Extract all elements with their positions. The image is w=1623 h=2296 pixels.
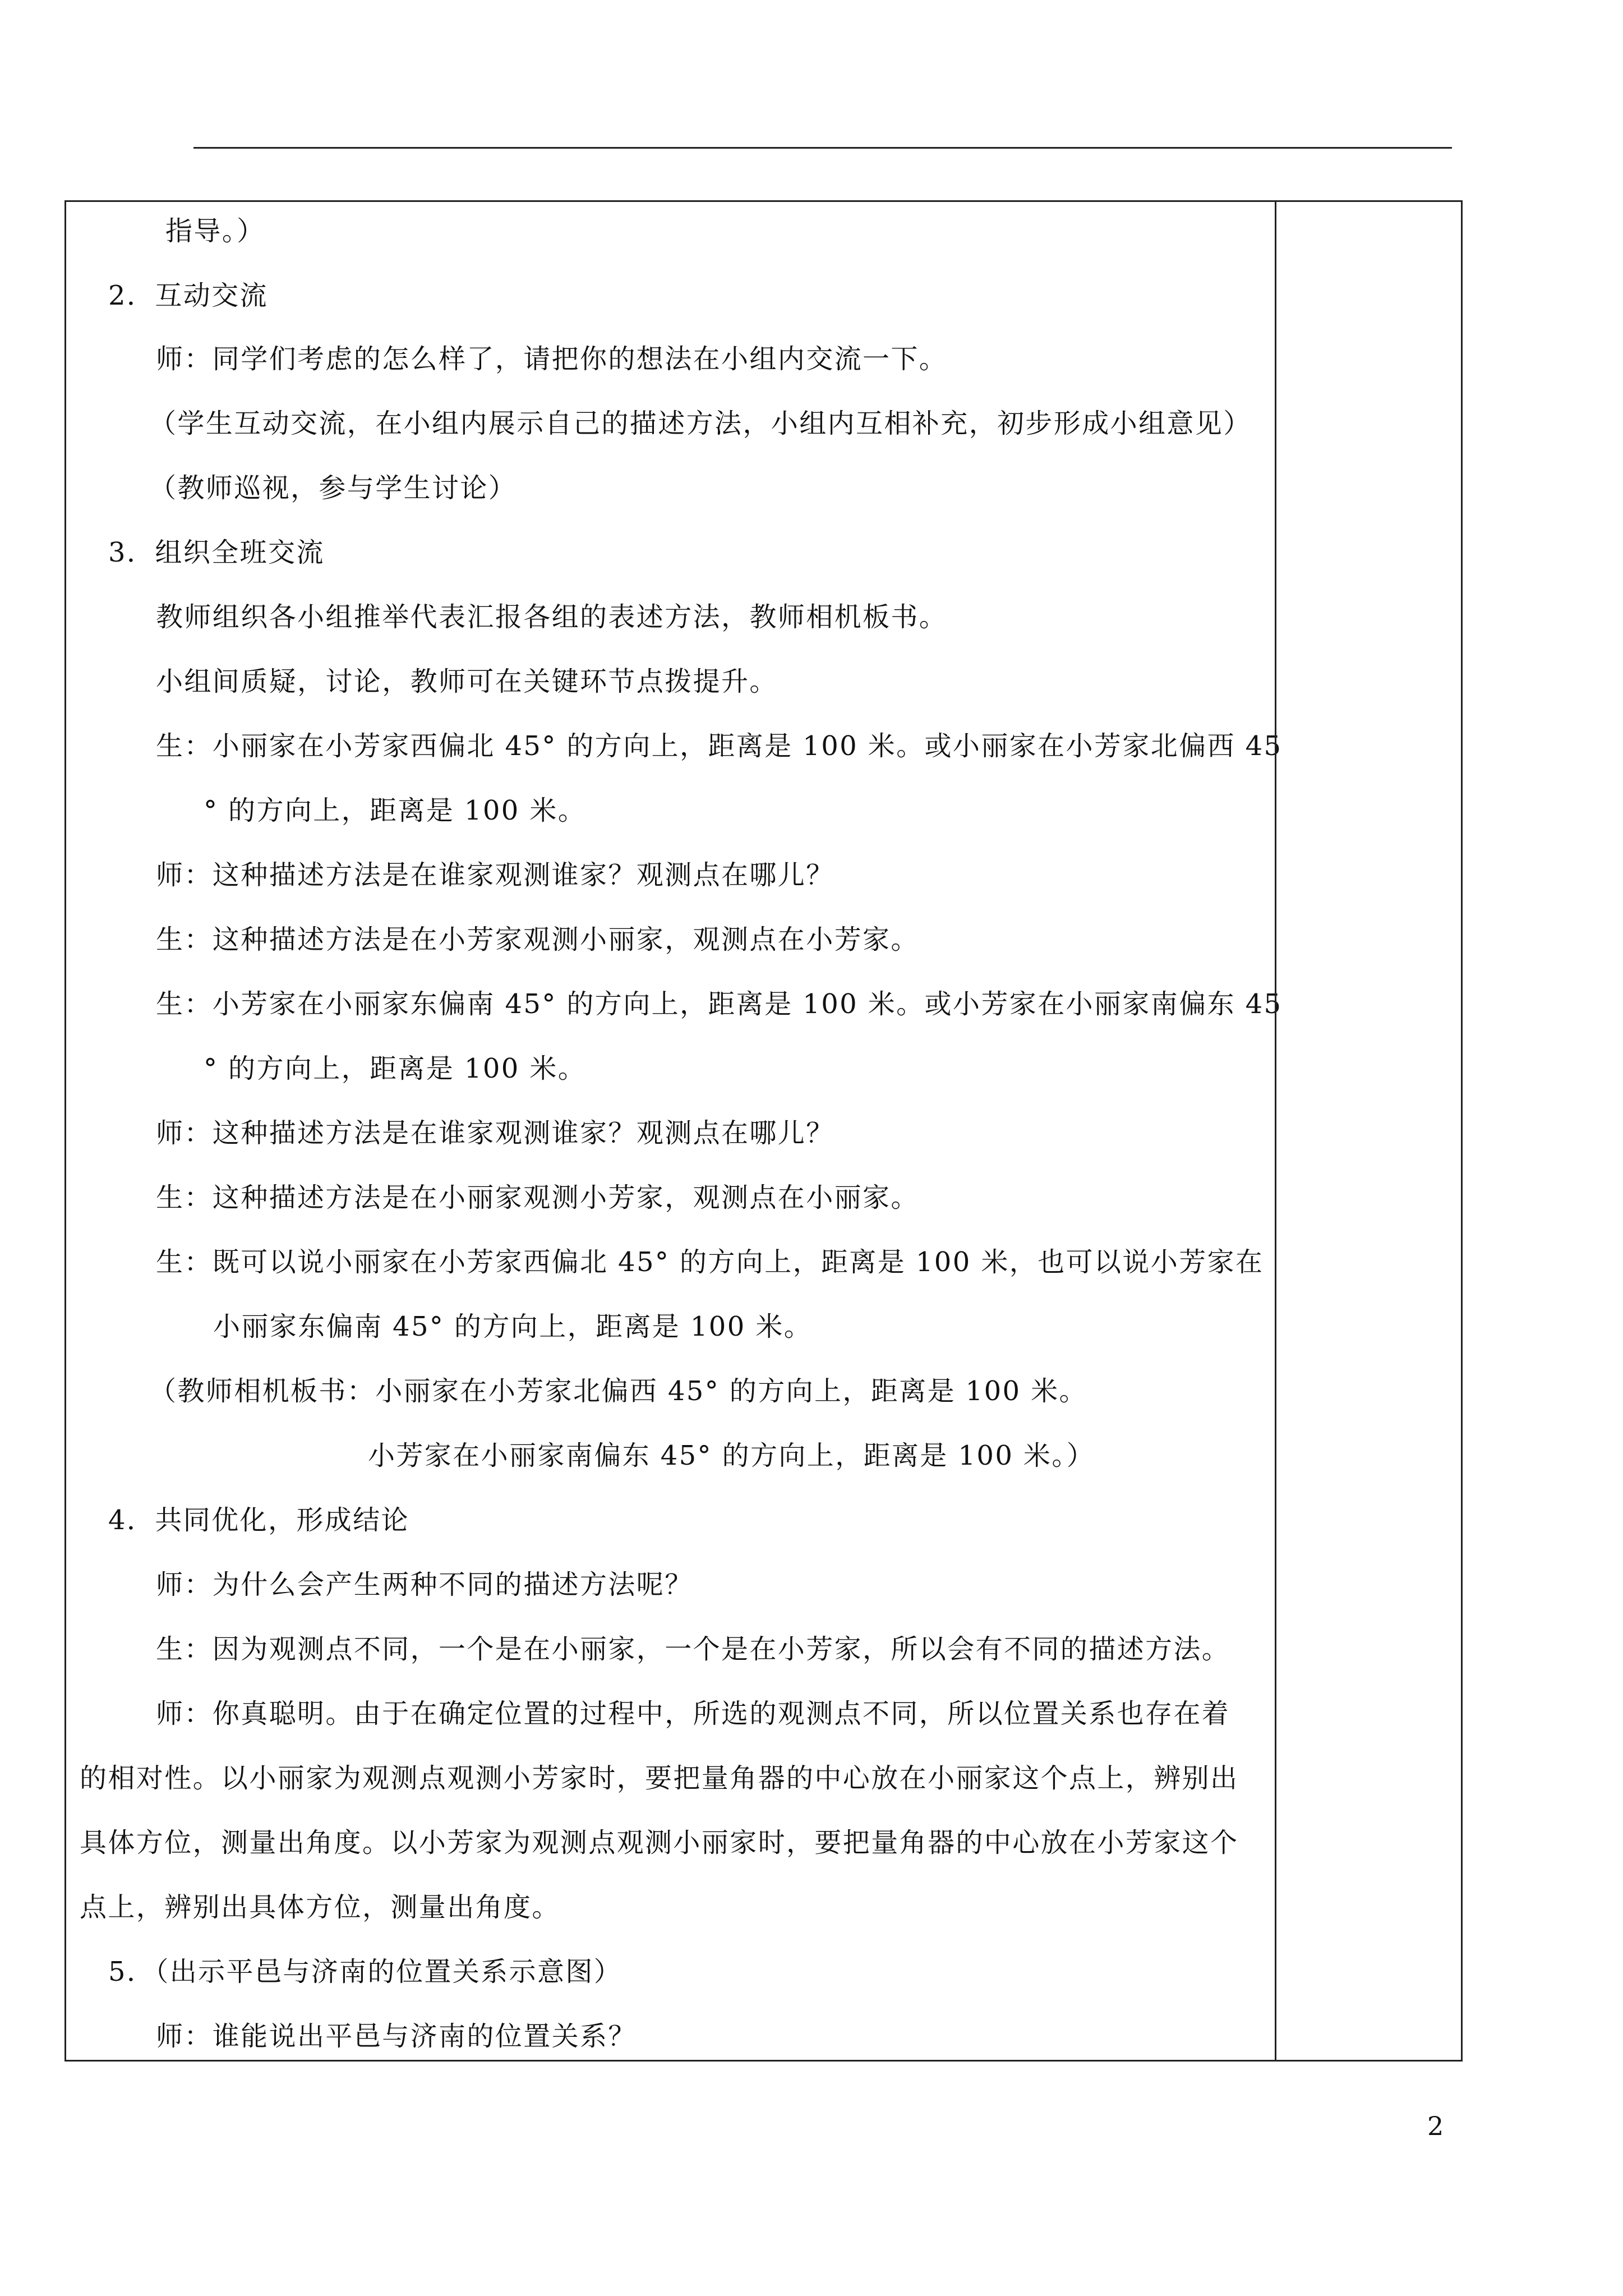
text-line: （教师相机板书：小丽家在小芳家北偏西 45° 的方向上，距离是 100 米。 [149,1375,1087,1407]
text-line: 生：这种描述方法是在小丽家观测小芳家，观测点在小丽家。 [156,1182,919,1213]
text-line: 点上，辨别出具体方位，测量出角度。 [80,1892,560,1923]
text-line: 4．共同优化，形成结论 [108,1504,409,1536]
text-line: 生：既可以说小丽家在小芳家西偏北 45° 的方向上，距离是 100 米，也可以说小芳家在 [156,1246,1264,1278]
text-line: ° 的方向上，距离是 100 米。 [204,1053,587,1084]
lesson-content-cell [66,202,1283,2060]
lesson-table [64,200,1463,2062]
text-line: 生：小丽家在小芳家西偏北 45° 的方向上，距离是 100 米。或小丽家在小芳家北偏西 45 [156,730,1283,762]
text-line: 师：为什么会产生两种不同的描述方法呢？ [156,1569,693,1600]
text-line: 5．（出示平邑与济南的位置关系示意图） [108,1956,623,1987]
text-line: 指导。） [165,215,265,247]
column-divider [1275,202,1276,2060]
text-line: 小芳家在小丽家南偏东 45° 的方向上，距离是 100 米。） [368,1440,1095,1471]
text-line: 师：这种描述方法是在谁家观测谁家？观测点在哪儿？ [156,1117,834,1149]
text-line: 生：小芳家在小丽家东偏南 45° 的方向上，距离是 100 米。或小芳家在小丽家南偏东 45 [156,988,1283,1020]
text-line: 生：因为观测点不同，一个是在小丽家，一个是在小芳家，所以会有不同的描述方法。 [156,1634,1230,1665]
text-line: （学生互动交流，在小组内展示自己的描述方法，小组内互相补充，初步形成小组意见） [149,408,1252,439]
text-line: 3．组织全班交流 [108,537,325,568]
page-number: 2 [1427,2111,1444,2141]
text-line: 师：谁能说出平邑与济南的位置关系？ [156,2021,637,2052]
text-line: 小组间质疑，讨论，教师可在关键环节点拨提升。 [156,666,778,697]
text-line: 教师组织各小组推举代表汇报各组的表述方法，教师相机板书。 [156,601,948,633]
text-line: 小丽家东偏南 45° 的方向上，距离是 100 米。 [213,1311,813,1342]
text-line: （教师巡视，参与学生讨论） [149,472,517,504]
text-line: ° 的方向上，距离是 100 米。 [204,795,587,826]
text-line: 生：这种描述方法是在小芳家观测小丽家，观测点在小芳家。 [156,924,919,955]
text-line: 师：同学们考虑的怎么样了，请把你的想法在小组内交流一下。 [156,343,948,375]
text-line: 2．互动交流 [108,280,268,311]
text-line: 具体方位，测量出角度。以小芳家为观测点观测小丽家时，要把量角器的中心放在小芳家这个 [80,1827,1239,1858]
header-rule [193,147,1452,149]
text-line: 师：你真聪明。由于在确定位置的过程中，所选的观测点不同，所以位置关系也存在着 [156,1698,1230,1729]
text-line: 的相对性。以小丽家为观测点观测小芳家时，要把量角器的中心放在小丽家这个点上，辨别出 [80,1763,1239,1794]
text-line: 师：这种描述方法是在谁家观测谁家？观测点在哪儿？ [156,859,834,891]
